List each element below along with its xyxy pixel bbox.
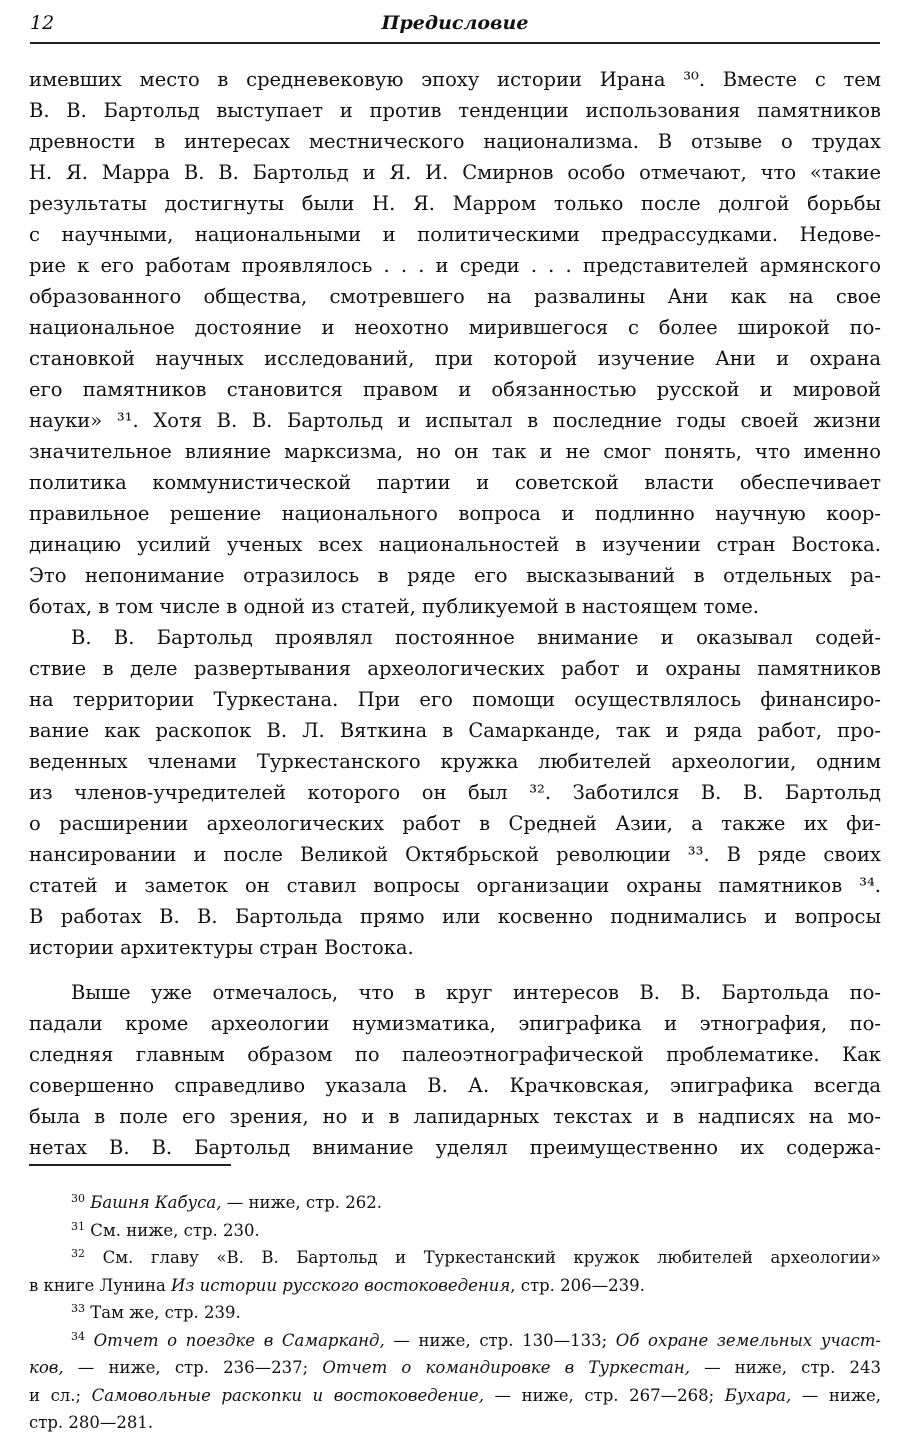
text-line: В. В. Бартольд выступает и против тенденции использования памятников <box>29 99 881 122</box>
text-line: образованного общества, смотревшего на развалины Ани как на свое <box>29 285 881 308</box>
footnote-text: — ниже, стр. 236—237; <box>63 1358 323 1377</box>
footnote-number: 33 <box>71 1302 85 1315</box>
text-line: нетах В. В. Бартольд внимание уделял преимущественно их содержа- <box>29 1136 881 1159</box>
text-line: древности в интересах местнического национализма. В отзыве о трудах <box>29 130 881 153</box>
text-line: его памятников становится правом и обязанностью русской и мировой <box>29 378 881 401</box>
cited-title: Башня Кабуса, <box>90 1193 222 1212</box>
footnote-text: стр. 280—281. <box>29 1413 154 1432</box>
text-line: значительное влияние марксизма, но он так и не смог понять, что именно <box>29 440 881 463</box>
text-line: Н. Я. Марра В. В. Бартольд и Я. И. Смирнов особо отмечают, что «такие <box>29 161 881 184</box>
page-number: 12 <box>30 12 55 34</box>
text-line: ботах, в том числе в одной из статей, публикуемой в настоящем томе. <box>29 595 759 618</box>
footnote-number: 31 <box>71 1219 85 1233</box>
footnote-text: — ниже, стр. 267—268; <box>483 1385 725 1405</box>
text-line: веденных членами Туркестанского кружка любителей археологии, одним <box>29 750 881 773</box>
footnote-30 <box>29 1189 881 1217</box>
cited-title: Бухара, <box>724 1385 792 1405</box>
cited-title: ков, <box>29 1358 64 1377</box>
text-line: совершенно справедливо указала В. А. Крачковская, эпиграфика всегда <box>29 1074 881 1097</box>
paragraph-start-line: В. В. Бартольд проявлял постоянное внимание и оказывал содей- <box>71 626 881 649</box>
text-line: из членов-учредителей которого он был ³². Заботился В. В. Бартольд <box>29 781 881 804</box>
page-header <box>30 8 880 40</box>
text-line: результаты достигнуты были Н. Я. Марром только после долгой борьбы <box>29 192 881 215</box>
text-line: ствие в деле развертывания археологических работ и охраны памятников <box>29 657 881 680</box>
text-line: правильное решение национального вопроса и подлинно научную коор- <box>29 502 881 525</box>
footnote-number: 34 <box>71 1329 85 1343</box>
footnote-32-cont <box>29 1272 881 1300</box>
text-line: была в поле его зрения, но и в лапидарных текстах и в надписях на мо- <box>29 1105 881 1128</box>
text-line: становкой научных исследований, при которой изучение Ани и охрана <box>29 347 881 370</box>
footnote-34 <box>29 1327 881 1355</box>
footnote-text: , стр. 206—239. <box>510 1275 645 1295</box>
footnote-32 <box>29 1244 881 1272</box>
text-line: политика коммунистической партии и советской власти обеспечивает <box>29 471 881 494</box>
text-line: на территории Туркестана. При его помощи осуществлялось финансиро- <box>29 688 881 711</box>
text-line: В работах В. В. Бартольда прямо или косвенно поднимались и вопросы <box>29 905 881 928</box>
text-line: имевших место в средневековую эпоху истории Ирана ³⁰. Вместе с тем <box>29 68 881 91</box>
cited-title: Отчет о командировке в Туркестан, <box>322 1358 690 1377</box>
paragraph-start-line: Выше уже отмечалось, что в круг интересов В. В. Бартольда по- <box>71 981 881 1004</box>
text-line: рие к его работам проявлялось . . . и среди . . . представителей армянского <box>29 254 881 277</box>
text-line: динацию усилий ученых всех национальностей в изучении стран Востока. <box>29 533 881 556</box>
footnote-text: См. главу «В. В. Бартольд и Туркестанский кружок любителей археологии» <box>102 1248 881 1267</box>
footnote-34-cont <box>29 1382 881 1410</box>
text-line: статей и заметок он ставил вопросы организации охраны памятников ³⁴. <box>29 874 881 897</box>
footnote-31 <box>29 1217 881 1245</box>
body-text <box>29 64 881 1163</box>
text-line: с научными, национальными и политическими предрассудками. Недове- <box>29 223 881 246</box>
text-line: науки» ³¹. Хотя В. В. Бартольд и испытал в последние годы своей жизни <box>29 409 881 432</box>
text-line: Это непонимание отразилось в ряде его высказываний в отдельных ра- <box>29 564 881 587</box>
footnote-rule <box>29 1164 231 1166</box>
footnote-text: — ниже, стр. 130—133; <box>384 1330 616 1350</box>
cited-title: Об охране земельных участ- <box>615 1330 881 1350</box>
footnote-text: — ниже, <box>791 1385 881 1405</box>
header-rule <box>30 42 880 44</box>
cited-title: Самовольные раскопки и востоковедение, <box>91 1385 484 1405</box>
footnote-number: 32 <box>71 1247 85 1260</box>
footnote-text: и сл.; <box>29 1385 92 1405</box>
footnotes <box>29 1189 881 1437</box>
text-line: о расширении археологических работ в Средней Азии, а также их фи- <box>29 812 881 835</box>
footnote-34-cont <box>29 1409 881 1437</box>
footnote-text: — ниже, стр. 243 <box>689 1358 881 1377</box>
cited-title: Отчет о поездке в Самарканд, <box>93 1330 385 1350</box>
footnote-text: в книге Лунина <box>29 1275 172 1295</box>
running-head: Предисловие <box>381 12 529 34</box>
text-line: национальное достояние и неохотно мирившегося с более широкой по- <box>29 316 881 339</box>
cited-title: Из истории русского востоковедения <box>171 1275 511 1295</box>
text-line: вание как раскопок В. Л. Вяткина в Самарканде, так и ряда работ, про- <box>29 719 881 742</box>
text-line: истории архитектуры стран Востока. <box>29 936 414 959</box>
footnote-text: См. ниже, стр. 230. <box>90 1220 260 1240</box>
footnote-number: 30 <box>71 1192 85 1205</box>
footnote-text: Там же, стр. 239. <box>90 1303 241 1322</box>
footnote-34-cont <box>29 1354 881 1382</box>
text-line: падали кроме археологии нумизматика, эпиграфика и этнография, по- <box>29 1012 881 1035</box>
text-line: нансировании и после Великой Октябрьской революции ³³. В ряде своих <box>29 843 881 866</box>
footnote-text: — ниже, стр. 262. <box>221 1193 383 1212</box>
footnote-33 <box>29 1299 881 1327</box>
text-line: следняя главным образом по палеоэтнографической проблематике. Как <box>29 1043 881 1066</box>
